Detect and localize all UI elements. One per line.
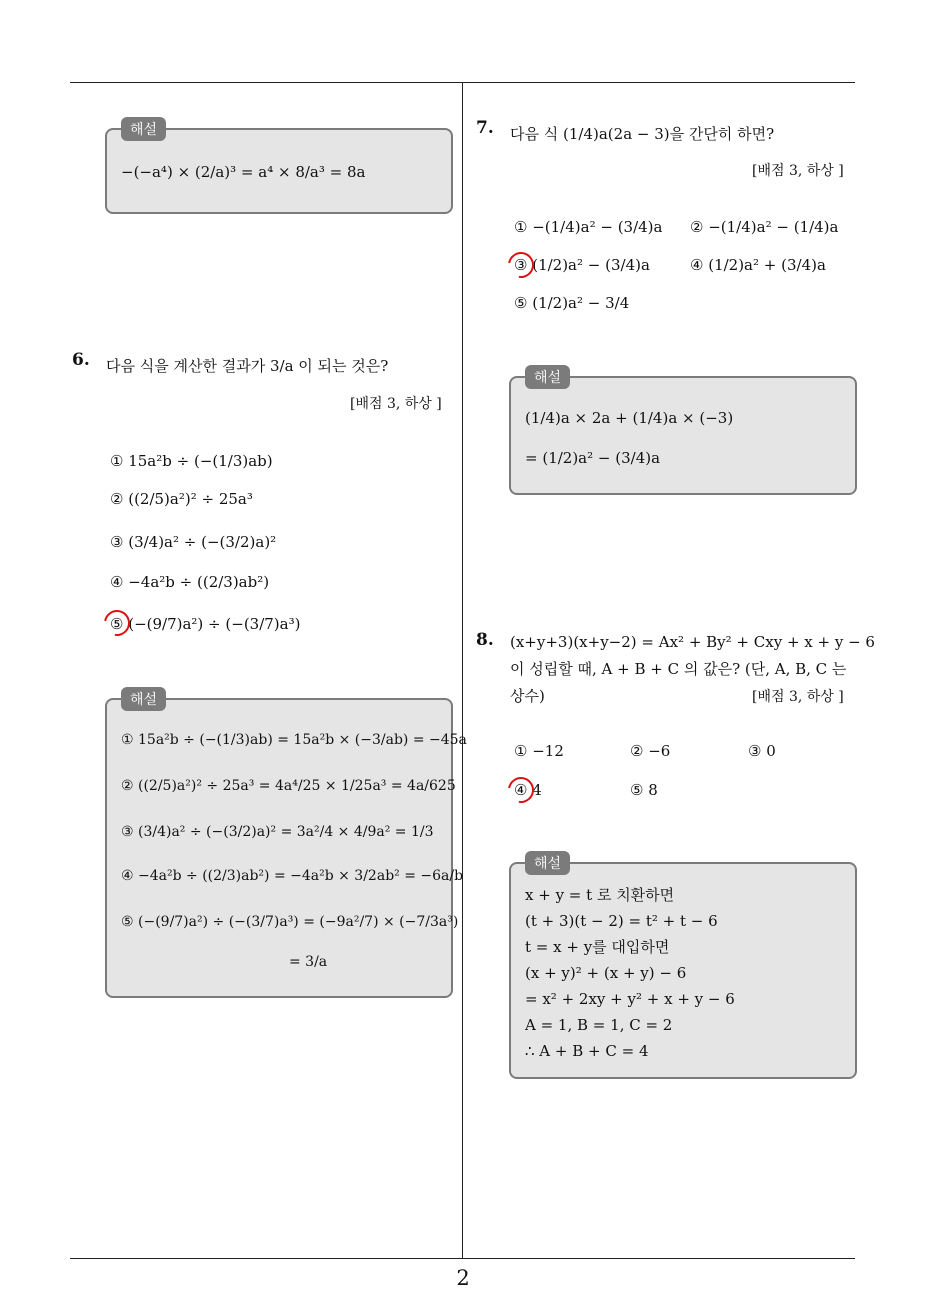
explanation-tag: 해설 xyxy=(121,117,166,141)
choice-3[interactable]: ③ 0 xyxy=(748,742,776,760)
solution-line: (x + y)² + (x + y) − 6 xyxy=(525,964,687,982)
choice-1[interactable]: ① −(1/4)a² − (3/4)a xyxy=(514,218,663,236)
choice-5[interactable]: ⑤ (1/2)a² − 3/4 xyxy=(514,294,630,312)
solution-line: = 3/a xyxy=(289,954,328,970)
solution-line: ③ (3/4)a² ÷ (−(3/2)a)² = 3a²/4 × 4/9a² = 1/3 xyxy=(121,824,434,840)
choice-1[interactable]: ① −12 xyxy=(514,742,564,760)
solution-line: A = 1, B = 1, C = 2 xyxy=(525,1016,673,1034)
solution-box-6 xyxy=(105,692,467,998)
question-meta: [배점 3, 하상 ] xyxy=(752,689,844,705)
choice-4[interactable]: ④ (1/2)a² + (3/4)a xyxy=(690,256,826,274)
choice-4[interactable]: ④ 4 xyxy=(514,781,542,799)
question-meta: [배점 3, 하상 ] xyxy=(752,163,844,179)
solution-line: ⑤ (−(9/7)a²) ÷ (−(3/7)a³) = (−9a²/7) × (−7/3a³) xyxy=(121,914,459,930)
choice-5[interactable]: ⑤ (−(9/7)a²) ÷ (−(3/7)a³) xyxy=(110,615,301,633)
solution-line: x + y = t 로 치환하면 xyxy=(525,886,675,904)
question-text: 다음 식 (1/4)a(2a − 3)을 간단히 하면? xyxy=(510,125,775,143)
question-meta: [배점 3, 하상 ] xyxy=(350,396,442,412)
choice-2[interactable]: ② −6 xyxy=(630,742,671,760)
explanation-tag: 해설 xyxy=(525,851,570,875)
answer-mark-circle xyxy=(99,605,135,641)
answer-mark-circle xyxy=(503,772,539,808)
solution-line: (t + 3)(t − 2) = t² + t − 6 xyxy=(525,912,718,930)
solution-line: −(−a⁴) × (2/a)³ = a⁴ × 8/a³ = 8a xyxy=(121,163,366,181)
answer-mark-circle xyxy=(503,247,539,283)
solution-line: (1/4)a × 2a + (1/4)a × (−3) xyxy=(525,409,734,427)
question-number: 7. xyxy=(476,118,494,138)
question-text: 다음 식을 계산한 결과가 3/a 이 되는 것은? xyxy=(106,357,389,375)
solution-box-8 xyxy=(509,856,857,1079)
solution-box-5 xyxy=(105,122,453,214)
choice-3[interactable]: ③ (3/4)a² ÷ (−(3/2)a)² xyxy=(110,533,277,551)
question-number: 8. xyxy=(476,630,494,650)
solution-line: ① 15a²b ÷ (−(1/3)ab) = 15a²b × (−3/ab) = −45a xyxy=(121,732,467,748)
solution-line: ∴ A + B + C = 4 xyxy=(525,1042,649,1060)
explanation-tag: 해설 xyxy=(121,687,166,711)
column-divider xyxy=(462,82,463,1259)
solution-box-7 xyxy=(509,370,857,495)
choice-2[interactable]: ② ((2/5)a²)² ÷ 25a³ xyxy=(110,490,253,508)
question-text: 상수) xyxy=(510,687,545,705)
page-number: 2 xyxy=(456,1266,470,1290)
choice-2[interactable]: ② −(1/4)a² − (1/4)a xyxy=(690,218,839,236)
solution-line: ② ((2/5)a²)² ÷ 25a³ = 4a⁴/25 × 1/25a³ = 4a/625 xyxy=(121,778,456,794)
solution-line: t = x + y를 대입하면 xyxy=(525,938,670,956)
question-text: (x+y+3)(x+y−2) = Ax² + By² + Cxy + x + y − 6 xyxy=(510,633,875,651)
choice-4[interactable]: ④ −4a²b ÷ ((2/3)ab²) xyxy=(110,573,270,591)
solution-line: = x² + 2xy + y² + x + y − 6 xyxy=(525,990,735,1008)
question-text: 이 성립할 때, A + B + C 의 값은? (단, A, B, C 는 xyxy=(510,660,847,678)
solution-line: = (1/2)a² − (3/4)a xyxy=(525,449,661,467)
choice-1[interactable]: ① 15a²b ÷ (−(1/3)ab) xyxy=(110,452,273,470)
choice-3[interactable]: ③ (1/2)a² − (3/4)a xyxy=(514,256,650,274)
explanation-tag: 해설 xyxy=(525,365,570,389)
choice-5[interactable]: ⑤ 8 xyxy=(630,781,658,799)
solution-line: ④ −4a²b ÷ ((2/3)ab²) = −4a²b × 3/2ab² = −6a/b xyxy=(121,868,464,884)
question-number: 6. xyxy=(72,350,90,370)
